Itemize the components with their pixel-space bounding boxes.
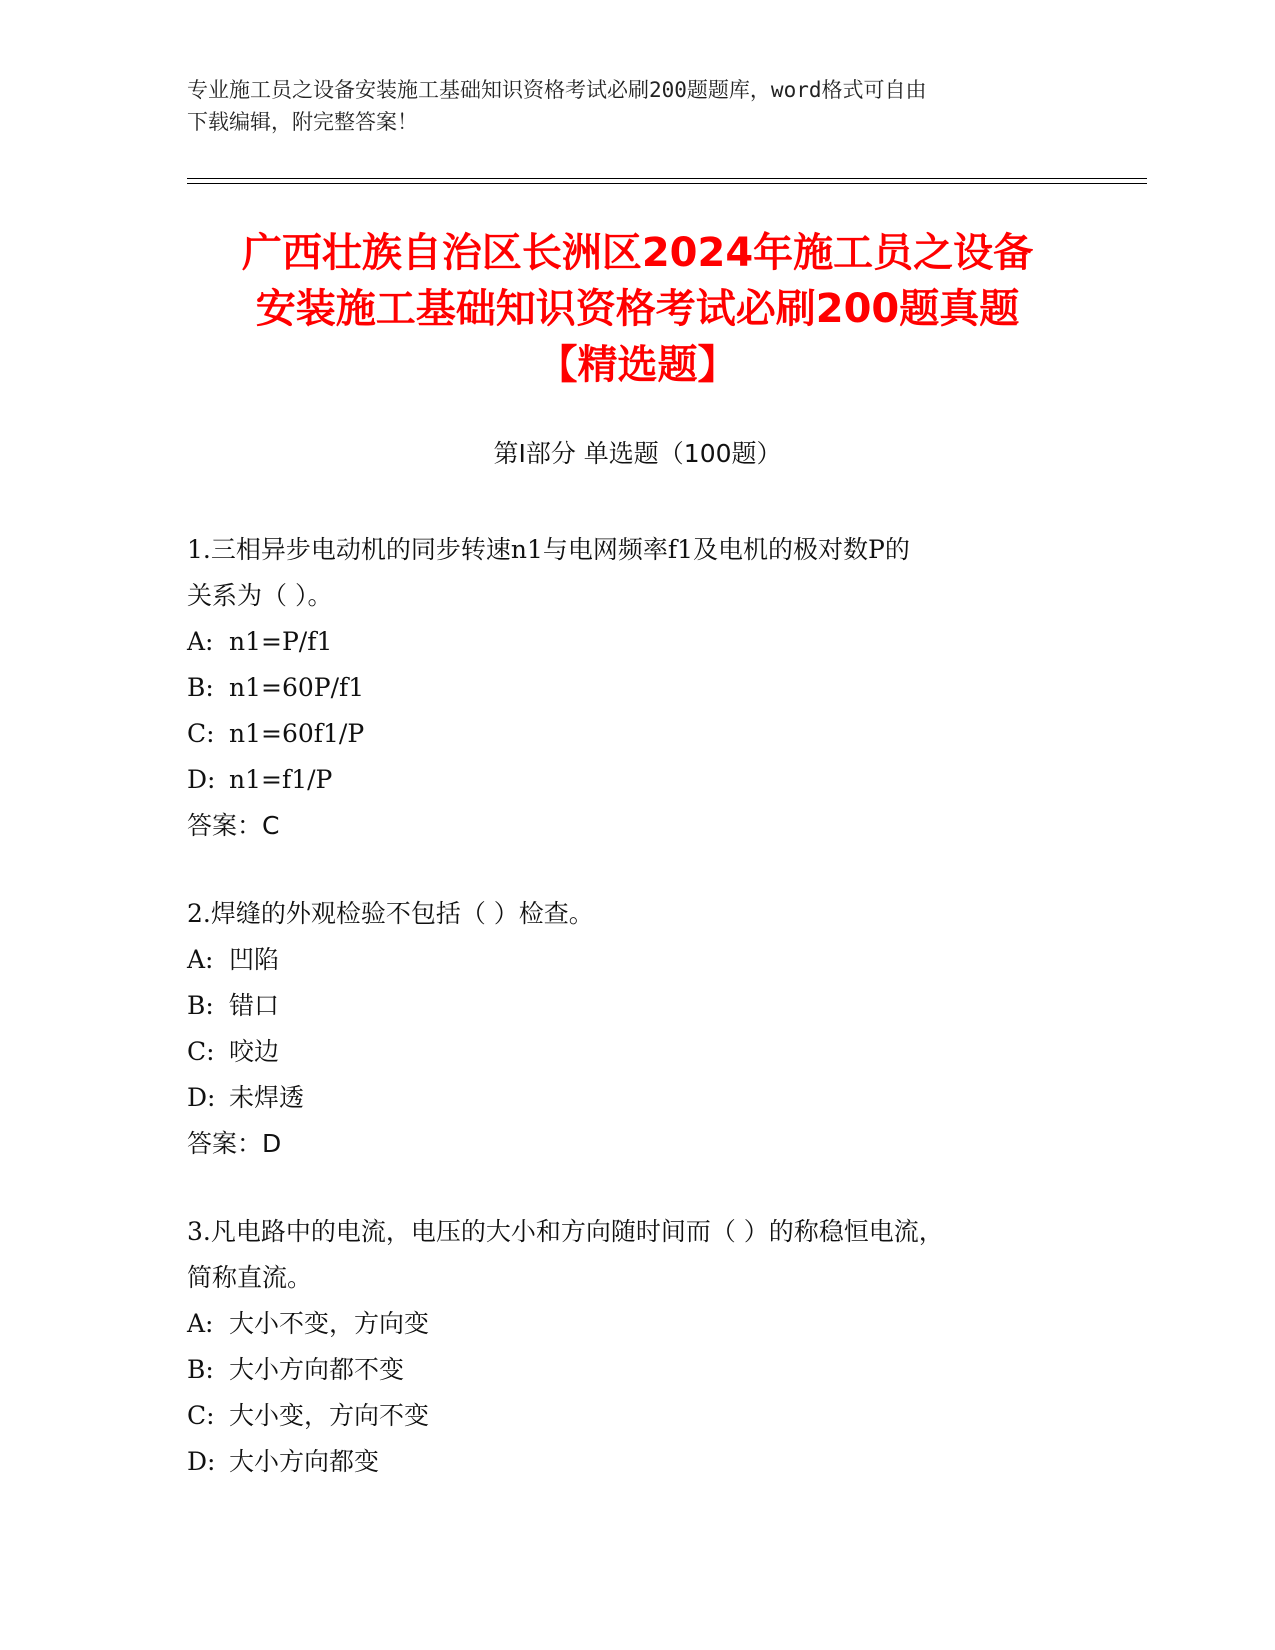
option-letter: C: bbox=[187, 1401, 215, 1430]
title-line-2: 安装施工基础知识资格考试必刷200题真题 bbox=[255, 286, 1020, 332]
header-note-line-1: 专业施工员之设备安装施工基础知识资格考试必刷200题题库，word格式可自由 bbox=[187, 78, 927, 102]
option-d bbox=[187, 1439, 1067, 1485]
option-text: n1=P/f1 bbox=[229, 627, 333, 656]
document-title bbox=[0, 225, 1275, 393]
option-b bbox=[187, 983, 1067, 1029]
option-text: 大小方向都变 bbox=[229, 1447, 380, 1476]
question-3 bbox=[187, 1209, 1067, 1485]
question-stem-continued: 简称直流。 bbox=[187, 1263, 313, 1292]
section-heading: 第Ⅰ部分 单选题（100题） bbox=[493, 439, 782, 468]
question-stem-continued: 关系为（ ）。 bbox=[187, 581, 333, 610]
option-a bbox=[187, 1301, 1067, 1347]
title-line-1: 广西壮族自治区长洲区2024年施工员之设备 bbox=[241, 230, 1034, 276]
option-letter: D: bbox=[187, 1083, 216, 1112]
option-b bbox=[187, 665, 1067, 711]
question-1 bbox=[187, 527, 1067, 849]
option-text: n1=60f1/P bbox=[229, 719, 365, 748]
option-letter: B: bbox=[187, 991, 214, 1020]
answer: 答案：D bbox=[187, 1129, 282, 1158]
option-text: 错口 bbox=[229, 991, 280, 1020]
answer: 答案：C bbox=[187, 811, 280, 840]
option-text: 大小方向都不变 bbox=[229, 1355, 405, 1384]
option-letter: B: bbox=[187, 673, 214, 702]
option-letter: C: bbox=[187, 719, 215, 748]
header-note-line-2: 下载编辑，附完整答案！ bbox=[187, 110, 418, 134]
option-letter: D: bbox=[187, 1447, 216, 1476]
option-c bbox=[187, 711, 1067, 757]
option-c bbox=[187, 1393, 1067, 1439]
option-a bbox=[187, 937, 1067, 983]
option-d bbox=[187, 757, 1067, 803]
option-text: 大小变，方向不变 bbox=[229, 1401, 430, 1430]
option-a bbox=[187, 619, 1067, 665]
divider-top bbox=[187, 178, 1147, 179]
option-text: n1=60P/f1 bbox=[229, 673, 365, 702]
header-note bbox=[187, 74, 1087, 138]
option-b bbox=[187, 1347, 1067, 1393]
option-letter: A: bbox=[187, 1309, 214, 1338]
question-stem: 1.三相异步电动机的同步转速n1与电网频率f1及电机的极对数P的 bbox=[187, 535, 910, 564]
option-letter: A: bbox=[187, 945, 214, 974]
option-letter: B: bbox=[187, 1355, 214, 1384]
option-letter: C: bbox=[187, 1037, 215, 1066]
title-line-3: 【精选题】 bbox=[537, 342, 738, 388]
option-text: 咬边 bbox=[229, 1037, 280, 1066]
question-stem: 2.焊缝的外观检验不包括（ ）检查。 bbox=[187, 899, 594, 928]
option-letter: D: bbox=[187, 765, 216, 794]
option-text: n1=f1/P bbox=[229, 765, 333, 794]
option-text: 未焊透 bbox=[229, 1083, 305, 1112]
question-stem: 3.凡电路中的电流，电压的大小和方向随时间而（ ）的称稳恒电流， bbox=[187, 1217, 944, 1246]
question-list bbox=[187, 527, 1067, 1527]
option-text: 大小不变，方向变 bbox=[229, 1309, 430, 1338]
divider-bottom bbox=[187, 183, 1147, 184]
option-c bbox=[187, 1029, 1067, 1075]
question-2 bbox=[187, 891, 1067, 1167]
option-d bbox=[187, 1075, 1067, 1121]
option-letter: A: bbox=[187, 627, 214, 656]
option-text: 凹陷 bbox=[229, 945, 280, 974]
